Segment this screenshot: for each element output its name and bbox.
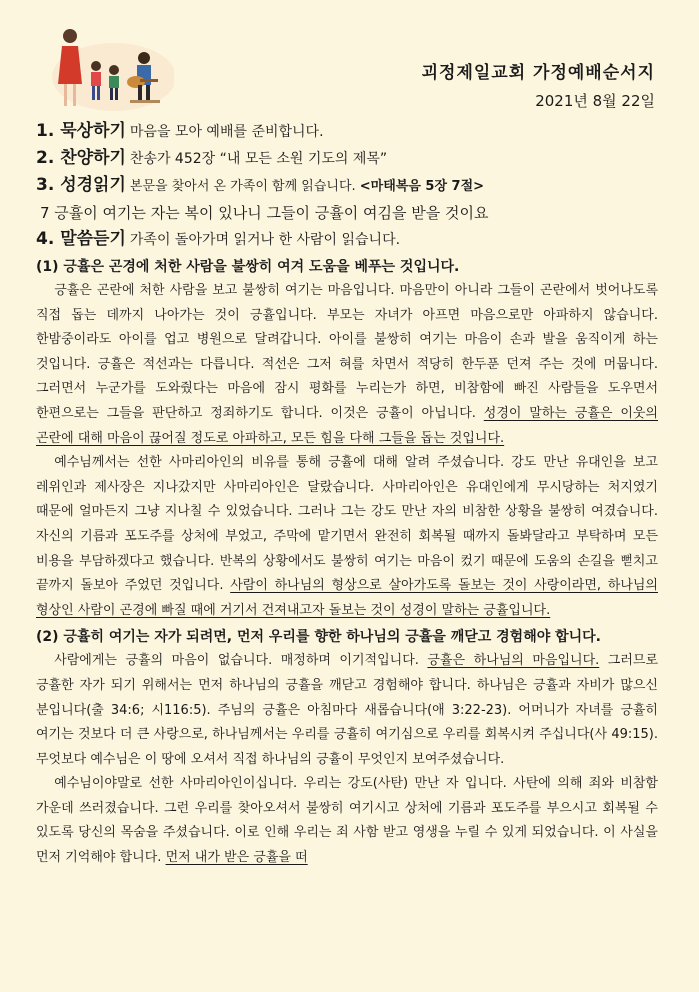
scripture-verse: 7 긍휼이 여기는 자는 복이 있나니 그들이 긍휼이 여김을 받을 것이요 bbox=[40, 204, 489, 222]
section2-paragraph1 bbox=[36, 649, 658, 772]
underlined-text: 먼저 내가 받은 긍휼을 떠 bbox=[165, 850, 308, 866]
paragraph-text: 그러므로 긍휼한 자가 되기 위해서는 먼저 하나님의 긍휼을 깨닫고 경험해야 합니다. 하나님은 긍휼과 자비가 많으신 분입니다(출 34:6; 시116:5). 주님의 긍휼은 아침마다 새롭습니다(애 3:22-23). 어머니가 자녀를 긍휼히 여기는 것보다 더 큰 사랑으로, 하나님께서는 우리를 긍휼히 여기심으로 우리를 회복시켜 주십니다(사 49:15). 무엇보다 예수님은 이 땅에 오셔서 직접 하나님의 긍휼이 무엇인지 보여주셨습니다. bbox=[36, 653, 658, 767]
paragraph-text: 사람에게는 긍휼의 마음이 없습니다. 매정하며 이기적입니다. bbox=[54, 653, 428, 669]
section1-title: (1) 긍휼은 곤경에 처한 사람을 불쌍히 여겨 도움을 베푸는 것입니다. bbox=[36, 259, 460, 275]
worship-date: 2021년 8월 22일 bbox=[535, 92, 655, 110]
step-text: 본문을 찾아서 온 가족이 함께 읽습니다. bbox=[129, 179, 360, 194]
paragraph-text: 예수님께서는 선한 사마리아인의 비유를 통해 긍휼에 대해 알려 주셨습니다. 강도 만난 유대인을 보고 레위인과 제사장은 지나갔지만 사마리아인은 달랐습니다. 사마리아인은 유대인에게 무시당하는 처지였기 때문에 얼마든지 그냥 지나칠 수 있었습니다. 그러나 그는 강도 만난 자의 비참한 상황을 불쌍히 여겼습니다. 자신의 기름과 포도주를 상처에 부었고, 주막에 맡기면서 완전히 회복될 때까지 돌봐달라고 부탁하며 모든 비용을 부담하겠다고 했습니다. 반복의 상황에서도 불쌍히 여기는 마음이 컸기 때문에 도움의 손길을 뻗치고 끝까지 돌보아 주었던 것입니다. bbox=[36, 455, 658, 594]
section2-title: (2) 긍휼히 여기는 자가 되려면, 먼저 우리를 향한 하나님의 긍휼을 깨닫고 경험해야 합니다. bbox=[36, 629, 602, 646]
step-text: 찬송가 452장 “내 모든 소원 기도의 제목” bbox=[129, 151, 388, 167]
underlined-text: 사람이 하나님의 형상으로 살아가도록 돌보는 것이 사랑이라면, 하나님의 형상인 사람이 곤경에 빠질 때에 거기서 건져내고자 돌보는 것이 성경이 말하는 긍휼입니다. bbox=[36, 578, 658, 618]
paragraph-text: 예수님이야말로 선한 사마리아인이십니다. 우리는 강도(사탄) 만난 자 입니다. 사탄에 의해 죄와 비참함 가운데 쓰러졌습니다. 그런 우리를 찾아오셔서 불쌍히 여기시고 상처에 기름과 포도주를 부으시고 회복될 수 있도록 당신의 목숨을 주셨습니다. 이로 인해 우리는 죄 사함 받고 영생을 누릴 수 있게 되었습니다. 이 사실을 먼저 기억해야 합니다. bbox=[36, 776, 658, 866]
section1-paragraph1 bbox=[36, 279, 658, 451]
church-title: 괴정제일교회 가정예배순서지 bbox=[421, 63, 655, 83]
step-text: 마음을 모아 예배를 준비합니다. bbox=[129, 124, 324, 140]
family-worship-illustration bbox=[44, 22, 174, 112]
scripture-reference: <마태복음 5장 7절> bbox=[359, 179, 485, 194]
worship-order bbox=[36, 118, 658, 871]
step-meditation bbox=[36, 118, 658, 145]
step-praise bbox=[36, 145, 658, 172]
underlined-text: 긍휼은 하나님의 마음입니다. bbox=[427, 653, 600, 669]
step-scripture bbox=[36, 172, 658, 200]
step-sermon bbox=[36, 226, 658, 253]
step-head: 2. 찬양하기 bbox=[36, 148, 126, 168]
paragraph-text: 긍휼은 곤란에 처한 사람을 보고 불쌍히 여기는 마음입니다. 마음만이 아니라 그들이 곤란에서 벗어나도록 직접 돕는 데까지 나아가는 것이 긍휼입니다. 부모는 자녀가 아프면 마음으로만 아파하지 않습니다. 한밤중이라도 아이를 업고 병원으로 달려갑니다. 아이를 불쌍히 여기는 마음이 손과 발을 움직이게 하는 것입니다. 긍휼은 적선과는 다릅니다. 적선은 그저 혀를 차면서 적당히 한두푼 던져 주는 것에 머뭅니다. 그러면서 누군가를 도와줬다는 마음에 잠시 평화를 누리는가 하면, 비참함에 빠진 사람들을 도우면서 한편으로는 그들을 판단하고 정죄하기도 합니다. 이것은 긍휼이 아닙니다. bbox=[36, 283, 658, 421]
section2-paragraph2 bbox=[36, 772, 658, 870]
step-text: 가족이 돌아가며 읽거나 한 사람이 읽습니다. bbox=[129, 232, 401, 248]
underlined-text: 성경이 말하는 긍휼은 이웃의 곤란에 대해 마음이 끊어질 정도로 아파하고, 모든 힘을 다해 그들을 돕는 것입니다. bbox=[36, 405, 658, 446]
step-head: 3. 성경읽기 bbox=[36, 175, 126, 195]
step-head: 4. 말씀듣기 bbox=[36, 229, 126, 249]
step-head: 1. 묵상하기 bbox=[36, 121, 126, 141]
section1-paragraph2 bbox=[36, 451, 658, 623]
